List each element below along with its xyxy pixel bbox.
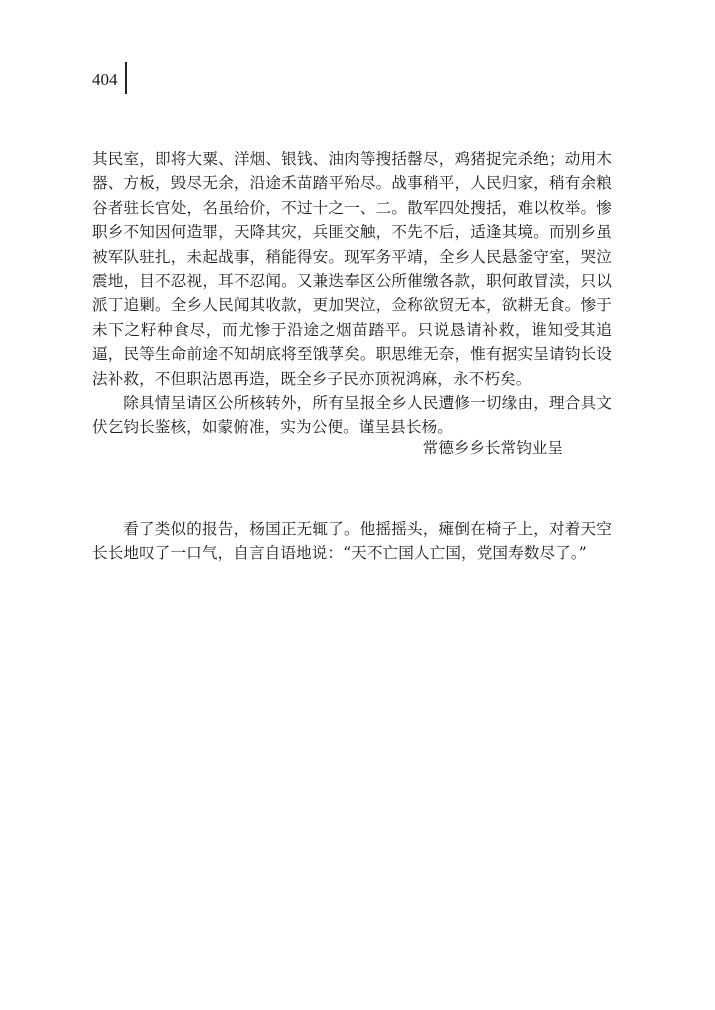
report-paragraph-1: 其民室，即将大粟、洋烟、银钱、油肉等搜括罄尽，鸡猪捉完杀绝；动用木器、方板，毁尽无余，沿途禾苗踏平殆尽。战事稍平，人民归家，稍有余粮谷者驻长官处，名虽给价，不过十之一、二。散军四处搜括，难以枚举。惨职乡不知因何造罪，天降其灾，兵匪交触，不先不后，适逢其境。而别乡虽被军队驻扎，未起战事，稍能得安。现军务平靖，全乡人民悬釜守室，哭泣震地，目不忍视，耳不忍闻。又兼迭奉区公所催缴各款，职何敢冒渎，只以派丁追剿。全乡人民闻其收款，更加哭泣，佥称欲贸无本，欲耕无食。惨于未下之籽种食尽，而尤惨于沿途之烟苗踏平。只说恳请补救，谁知受其追逼，民等生命前途不知胡底将至饿莩矣。职思维无奈，惟有据实呈请钧长设法补救，不但职沾恩再造，既全乡子民亦顶祝鸿麻，永不朽矣。 [92,150,612,388]
report-paragraph-2: 除具情呈请区公所核转外，所有呈报全乡人民遭修一切缘由，理合具文伏乞钧长鉴核，如蒙俯准，实为公便。谨呈县长杨。 [92,394,612,437]
narrative-text [92,517,612,566]
narrative-paragraph-1: 看了类似的报告，杨国正无辄了。他摇摇头，瘫倒在椅子上，对着天空长长地叹了一口气，自言自语地说：“天不亡国人亡国，党国寿数尽了。” [92,520,612,563]
page-number: 404 [92,70,118,89]
report-text [92,147,612,440]
report-signature: 常德乡乡长常钧业呈 [422,439,563,457]
page-number-divider [125,62,127,94]
